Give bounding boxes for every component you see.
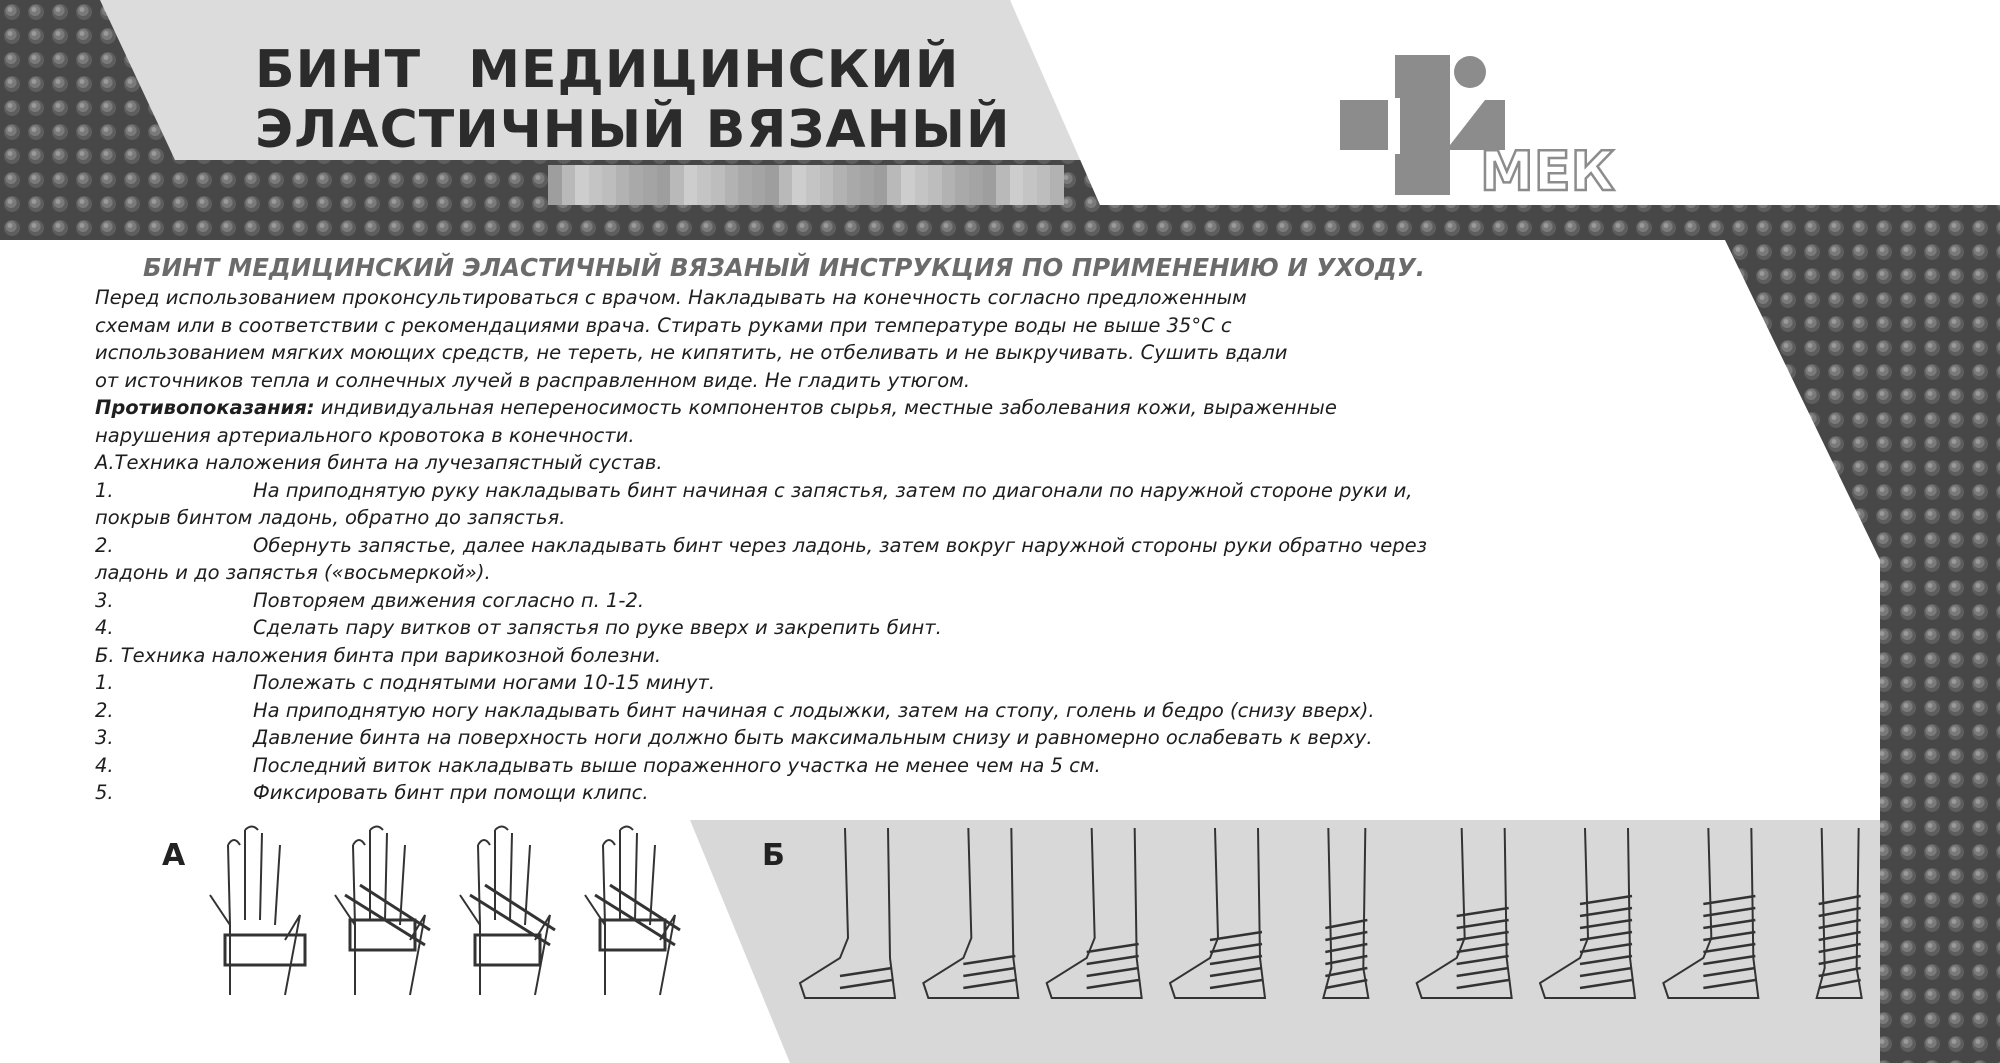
leg-step-illustration xyxy=(1170,828,1265,998)
pixel-block xyxy=(711,165,725,205)
pixel-block xyxy=(996,165,1010,205)
pixel-block xyxy=(901,165,915,205)
figure-a-label: А xyxy=(162,838,186,873)
title-line-1: БИНТ МЕДИЦИНСКИЙ xyxy=(255,40,960,100)
leg-bandage-illustrations xyxy=(790,828,1900,1008)
figure-b-label: Б xyxy=(762,838,785,873)
pixel-block xyxy=(833,165,847,205)
hand-step-illustration xyxy=(585,827,680,996)
pixel-block xyxy=(1050,165,1064,205)
pixel-block xyxy=(589,165,603,205)
section-a-step xyxy=(95,477,1915,505)
pixel-block xyxy=(629,165,643,205)
pixel-block xyxy=(860,165,874,205)
intro-line: от источников тепла и солнечных лучей в расправленном виде. Не гладить утюгом. xyxy=(95,368,971,392)
pixel-block xyxy=(942,165,956,205)
contraindications-label: Противопоказания: xyxy=(95,396,315,419)
pixelated-bar xyxy=(548,165,1064,205)
logo-text: МЕК xyxy=(1480,140,1615,200)
pixel-block xyxy=(575,165,589,205)
step-number: 1. xyxy=(95,671,114,694)
pixel-block xyxy=(616,165,630,205)
step-text: Обернуть запястье, далее накладывать бинт через ладонь, затем вокруг наружной стороны руки обратно через xyxy=(253,533,1428,557)
step-text: Давление бинта на поверхность ноги должно быть максимальным снизу и равномерно ослабевать к верху. xyxy=(253,726,1373,749)
leg-step-illustration xyxy=(1323,828,1368,998)
pixel-block xyxy=(806,165,820,205)
section-b-step xyxy=(95,697,1915,725)
contraindications-cont: нарушения артериального кровотока в конечности. xyxy=(95,423,635,447)
step-text: На приподнятую ногу накладывать бинт начиная с лодыжки, затем на стопу, голень и бедро (снизу вверх). xyxy=(253,698,1375,722)
pixel-block xyxy=(928,165,942,205)
section-a-step xyxy=(95,587,1915,615)
section-b-step xyxy=(95,724,1915,752)
leg-step-illustration xyxy=(923,828,1018,998)
pixel-block xyxy=(738,165,752,205)
step-number: 5. xyxy=(95,781,114,804)
pixel-block xyxy=(1023,165,1037,205)
intro-line: схемам или в соответствии с рекомендациями врача. Стирать руками при температуре воды не выше 35°С с xyxy=(95,313,1232,337)
section-b-step xyxy=(95,669,1915,697)
section-a-step xyxy=(95,614,1915,642)
pixel-block xyxy=(1010,165,1024,205)
step-number: 3. xyxy=(95,588,114,612)
leg-step-illustration xyxy=(1663,828,1758,998)
pixel-block xyxy=(697,165,711,205)
pixel-block xyxy=(969,165,983,205)
step-number: 4. xyxy=(95,753,114,777)
step-number: 2. xyxy=(95,533,114,557)
leg-step-illustration xyxy=(1540,828,1635,998)
pixel-block xyxy=(955,165,969,205)
step-text: Полежать с поднятыми ногами 10-15 минут. xyxy=(253,671,716,694)
step-text: Последний виток накладывать выше пораженного участка не менее чем на 5 см. xyxy=(253,753,1101,777)
pixel-block xyxy=(602,165,616,205)
step-number: 2. xyxy=(95,698,114,722)
hand-bandage-illustrations xyxy=(200,825,700,1005)
pixel-block xyxy=(765,165,779,205)
hand-step-illustration xyxy=(210,827,305,996)
pixel-block xyxy=(1037,165,1051,205)
hand-step-illustration xyxy=(335,827,430,996)
section-b-step xyxy=(95,752,1915,780)
intro-line: использованием мягких моющих средств, не тереть, не кипятить, не отбеливать и не выкручивать. Сушить вдали xyxy=(95,341,1288,364)
contraindications xyxy=(95,394,1915,422)
step-text: Повторяем движения согласно п. 1-2. xyxy=(253,588,645,612)
section-b-title: Б. Техника наложения бинта при варикозной болезни. xyxy=(95,643,662,667)
pixel-block xyxy=(887,165,901,205)
pixel-block xyxy=(847,165,861,205)
step-number: 3. xyxy=(95,726,114,749)
pixel-block xyxy=(792,165,806,205)
pixel-block xyxy=(562,165,576,205)
step-text: На приподнятую руку накладывать бинт начиная с запястья, затем по диагонали по наружной стороне руки и, xyxy=(253,478,1413,502)
leg-step-illustration xyxy=(800,828,895,998)
pixel-block xyxy=(983,165,997,205)
pixel-block xyxy=(915,165,929,205)
pixel-block xyxy=(725,165,739,205)
pixel-block xyxy=(874,165,888,205)
step-number: 4. xyxy=(95,616,114,639)
mek-logo xyxy=(1330,50,1650,200)
section-b-step xyxy=(95,779,1915,807)
instructions-heading: БИНТ МЕДИЦИНСКИЙ ЭЛАСТИЧНЫЙ ВЯЗАНЫЙ ИНСТРУКЦИЯ ПО ПРИМЕНЕНИЮ И УХОДУ. xyxy=(143,253,1426,282)
pixel-block xyxy=(752,165,766,205)
step-text: Фиксировать бинт при помощи клипс. xyxy=(253,781,649,804)
title-line-2: ЭЛАСТИЧНЫЙ ВЯЗАНЫЙ xyxy=(255,100,1011,160)
contraindications-text: индивидуальная непереносимость компонентов сырья, местные заболевания кожи, выраженные xyxy=(320,396,1337,419)
section-a-title: А.Техника наложения бинта на лучезапястный сустав. xyxy=(95,451,663,474)
pixel-block xyxy=(670,165,684,205)
intro-line: Перед использованием проконсультироваться с врачом. Накладывать на конечность согласно предложенным xyxy=(95,286,1247,309)
hand-step-illustration xyxy=(460,827,555,996)
leg-step-illustration xyxy=(1047,828,1142,998)
pixel-block xyxy=(643,165,657,205)
section-a-step xyxy=(95,532,1915,560)
pixel-block xyxy=(820,165,834,205)
step-number: 1. xyxy=(95,478,114,502)
section-a-step-cont: ладонь и до запястья («восьмеркой»). xyxy=(95,561,491,584)
pixel-block xyxy=(657,165,671,205)
leg-step-illustration xyxy=(1417,828,1512,998)
leg-step-illustration xyxy=(1817,828,1862,998)
pixel-block xyxy=(779,165,793,205)
section-a-step-cont: покрыв бинтом ладонь, обратно до запястья. xyxy=(95,506,566,529)
step-text: Сделать пару витков от запястья по руке вверх и закрепить бинт. xyxy=(253,616,942,639)
pixel-block xyxy=(548,165,562,205)
instructions-block xyxy=(95,252,1915,807)
pixel-block xyxy=(684,165,698,205)
